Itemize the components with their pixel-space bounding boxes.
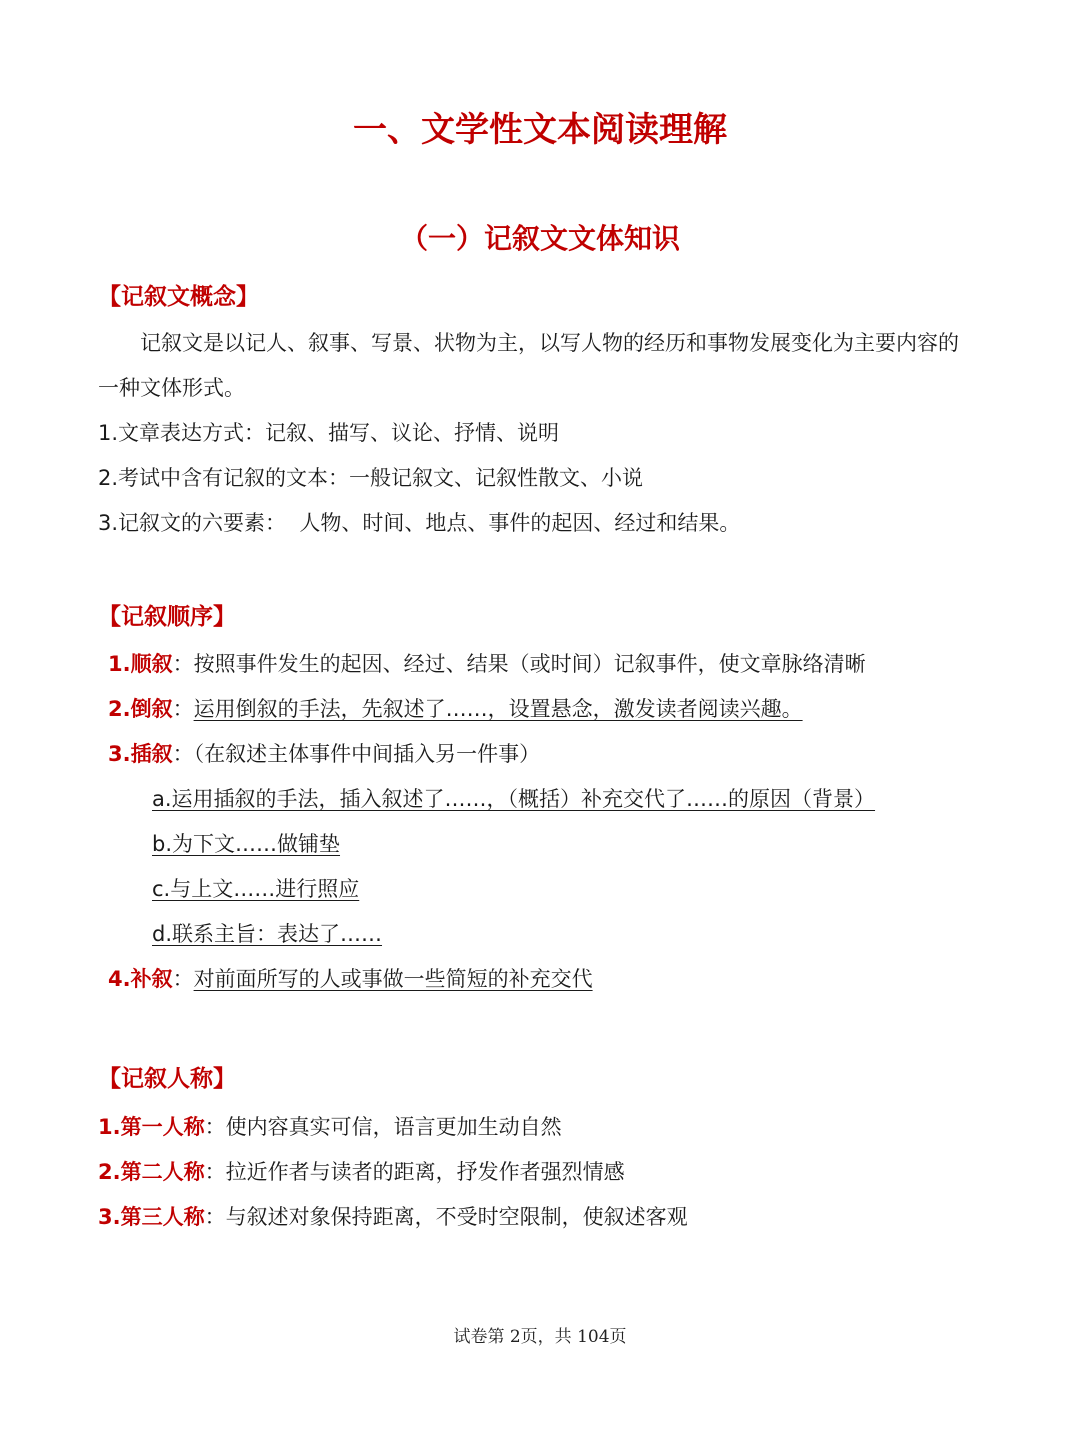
order-item-4: [108, 963, 593, 995]
order-sub-item-c: c.与上文……进行照应: [152, 877, 360, 901]
person-item-2-text: 拉近作者与读者的距离，抒发作者强烈情感: [225, 1160, 625, 1184]
person-item-2-sep: ：: [204, 1160, 226, 1184]
section-subtitle: （一）记叙文文体知识: [399, 222, 680, 255]
order-item-2-label: 2.倒叙: [108, 697, 173, 721]
person-heading: 【记叙人称】: [98, 1066, 236, 1092]
order-sub-item-b: b.为下文……做铺垫: [152, 832, 341, 856]
page-footer: 试卷第 2页，共 104页: [453, 1327, 627, 1347]
order-sub-item-a: a.运用插叙的手法，插入叙述了……，（概括）补充交代了……的原因（背景）: [152, 787, 876, 811]
order-item-3-label: 3.插叙: [108, 742, 173, 766]
order-item-2-sep: ：: [172, 697, 194, 721]
order-sub-item-d: d.联系主旨：表达了……: [152, 922, 383, 946]
person-item-1-label: 1.第一人称: [98, 1115, 205, 1139]
concept-paragraph-line-1: 记叙文是以记人、叙事、写景、状物为主，以写人物的经历和事物发展变化为主要内容的: [140, 331, 959, 355]
person-item-2: [98, 1156, 625, 1188]
order-heading: 【记叙顺序】: [98, 604, 236, 630]
order-item-2: [108, 693, 803, 725]
person-item-1: [98, 1111, 562, 1143]
concept-paragraph-line-2: 一种文体形式。: [98, 376, 245, 400]
order-item-3: [108, 738, 540, 770]
order-item-4-label: 4.补叙: [108, 967, 173, 991]
concept-item-3: 3.记叙文的六要素： 人物、时间、地点、事件的起因、经过和结果。: [98, 511, 741, 535]
order-item-4-sep: ：: [172, 967, 194, 991]
order-item-1: [108, 648, 866, 680]
order-item-1-sep: ：: [172, 652, 194, 676]
person-item-3: [98, 1201, 688, 1233]
person-item-3-sep: ：: [204, 1205, 226, 1229]
order-item-1-label: 1.顺叙: [108, 652, 173, 676]
concept-item-1: 1.文章表达方式：记叙、描写、议论、抒情、说明: [98, 421, 560, 445]
concept-item-2: 2.考试中含有记叙的文本：一般记叙文、记叙性散文、小说: [98, 466, 644, 490]
order-item-3-text: （在叙述主体事件中间插入另一件事）: [193, 742, 541, 766]
person-item-2-label: 2.第二人称: [98, 1160, 205, 1184]
person-item-1-text: 使内容真实可信，语言更加生动自然: [225, 1115, 562, 1139]
order-item-1-text: 按照事件发生的起因、经过、结果（或时间）记叙事件，使文章脉络清晰: [193, 652, 866, 676]
person-item-3-text: 与叙述对象保持距离，不受时空限制，使叙述客观: [225, 1205, 688, 1229]
order-item-2-text: 运用倒叙的手法，先叙述了……，设置悬念，激发读者阅读兴趣。: [193, 697, 803, 721]
concept-heading: 【记叙文概念】: [98, 284, 259, 310]
order-item-3-sep: ：: [172, 742, 194, 766]
person-item-3-label: 3.第三人称: [98, 1205, 205, 1229]
page-title: 一、文学性文本阅读理解: [353, 110, 727, 150]
order-item-4-text: 对前面所写的人或事做一些简短的补充交代: [193, 967, 593, 991]
person-item-1-sep: ：: [204, 1115, 226, 1139]
